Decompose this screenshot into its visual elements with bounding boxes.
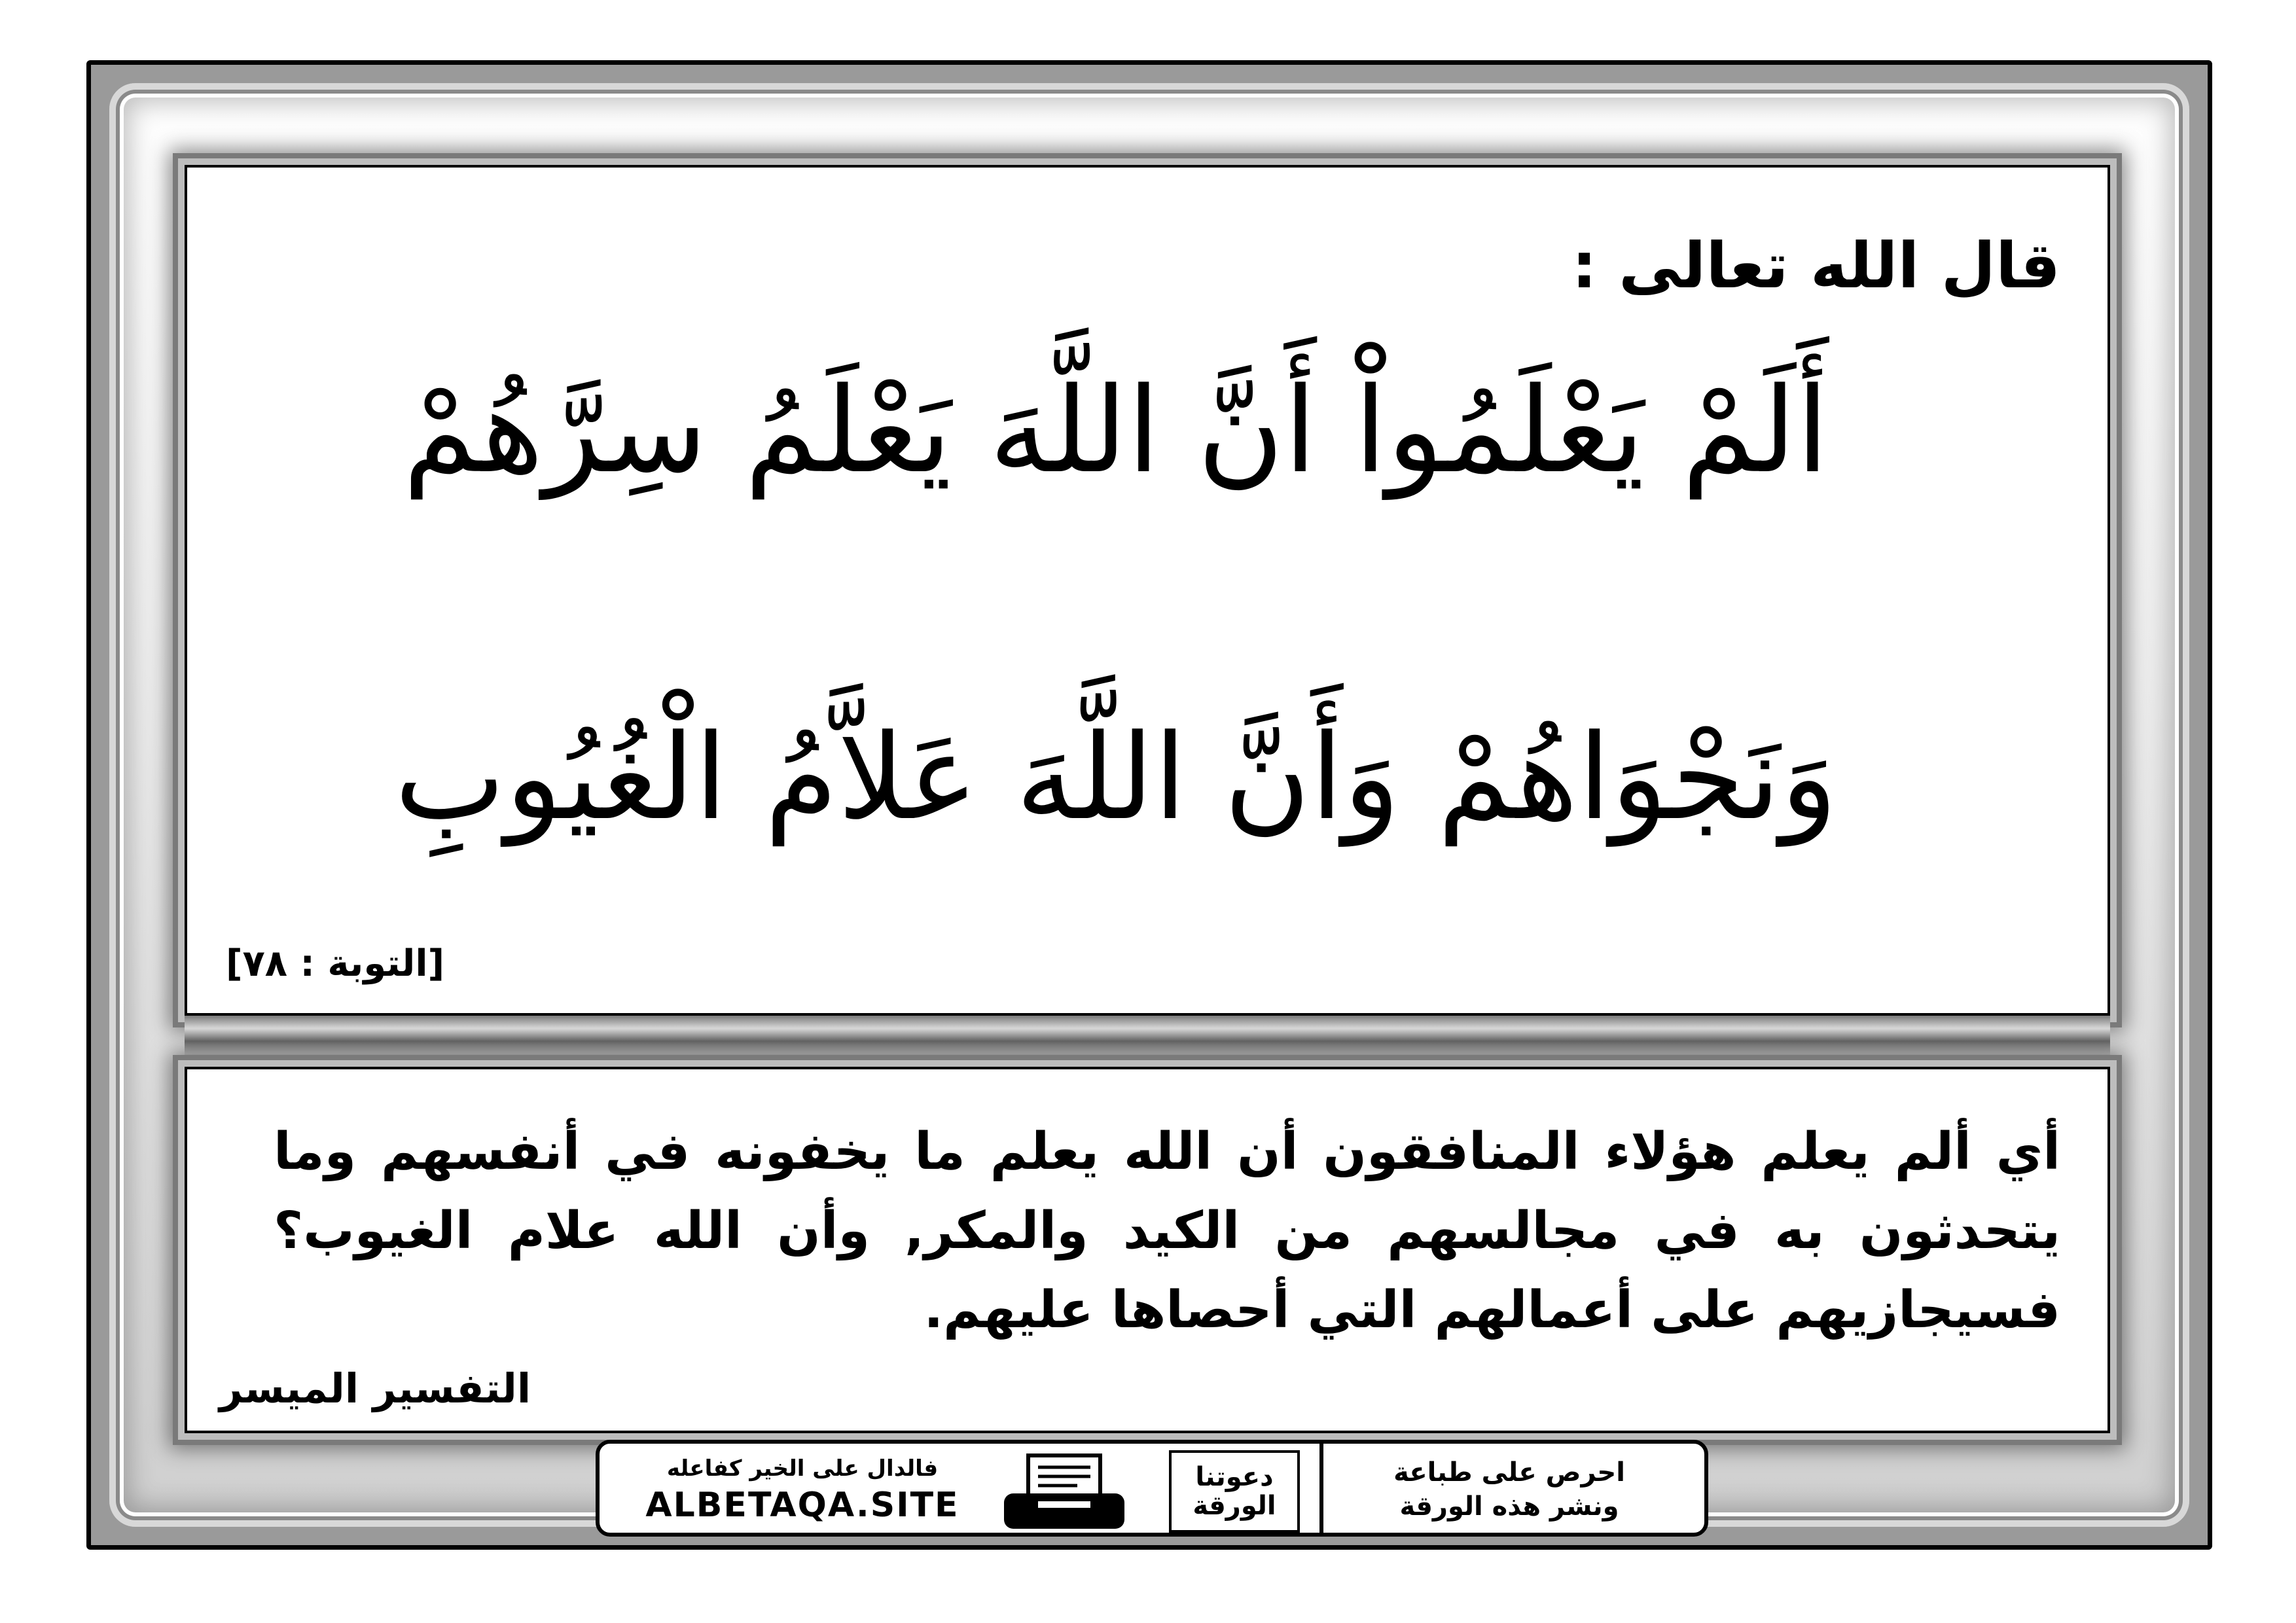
verse-reference: [التوبة : ٧٨] [226,942,445,985]
footer-site-link[interactable]: ALBETAQA.SITE [645,1486,960,1525]
footer-call-block [1339,1455,1679,1524]
verse-intro: قال الله تعالى : [1571,229,2060,302]
panel-divider [185,1016,2110,1067]
logo [1169,1450,1300,1533]
tafsir-text: أي ألم يعلم هؤلاء المنافقون أن الله يعلم ما يخفونه في أنفسهم وما يتحدثون به في مجالسهم من الكيد والمكر, وأن الله علام الغيوب؟ فسيجازيهم على أعمالهم التي أحصاها عليهم. [274,1122,2060,1340]
verse-line-2: وَنَجْوَاهُمْ وَأَنَّ اللَّهَ عَلاَّمُ الْغُيُوبِ [394,709,1838,846]
tafsir-source: التفسير الميسر [219,1364,531,1412]
footer-call-line-1: احرص على طباعة [1393,1457,1625,1488]
footer-site-block [626,1455,979,1525]
verse-line-1: أَلَمْ يَعْلَمُواْ أَنَّ اللَّهَ يَعْلَمُ سِرَّهُمْ [403,363,1829,499]
footer-call-line-2: ونشر هذه الورقة [1399,1491,1619,1522]
footer-separator [1319,1444,1323,1533]
footer-bar [596,1440,1708,1537]
footer-slogan: فالدال على الخير كفاعله [666,1455,939,1482]
logo-line-1: دعوتنا [1195,1462,1274,1492]
printer-icon [999,1453,1130,1531]
logo-line-2: الورقة [1193,1491,1276,1521]
